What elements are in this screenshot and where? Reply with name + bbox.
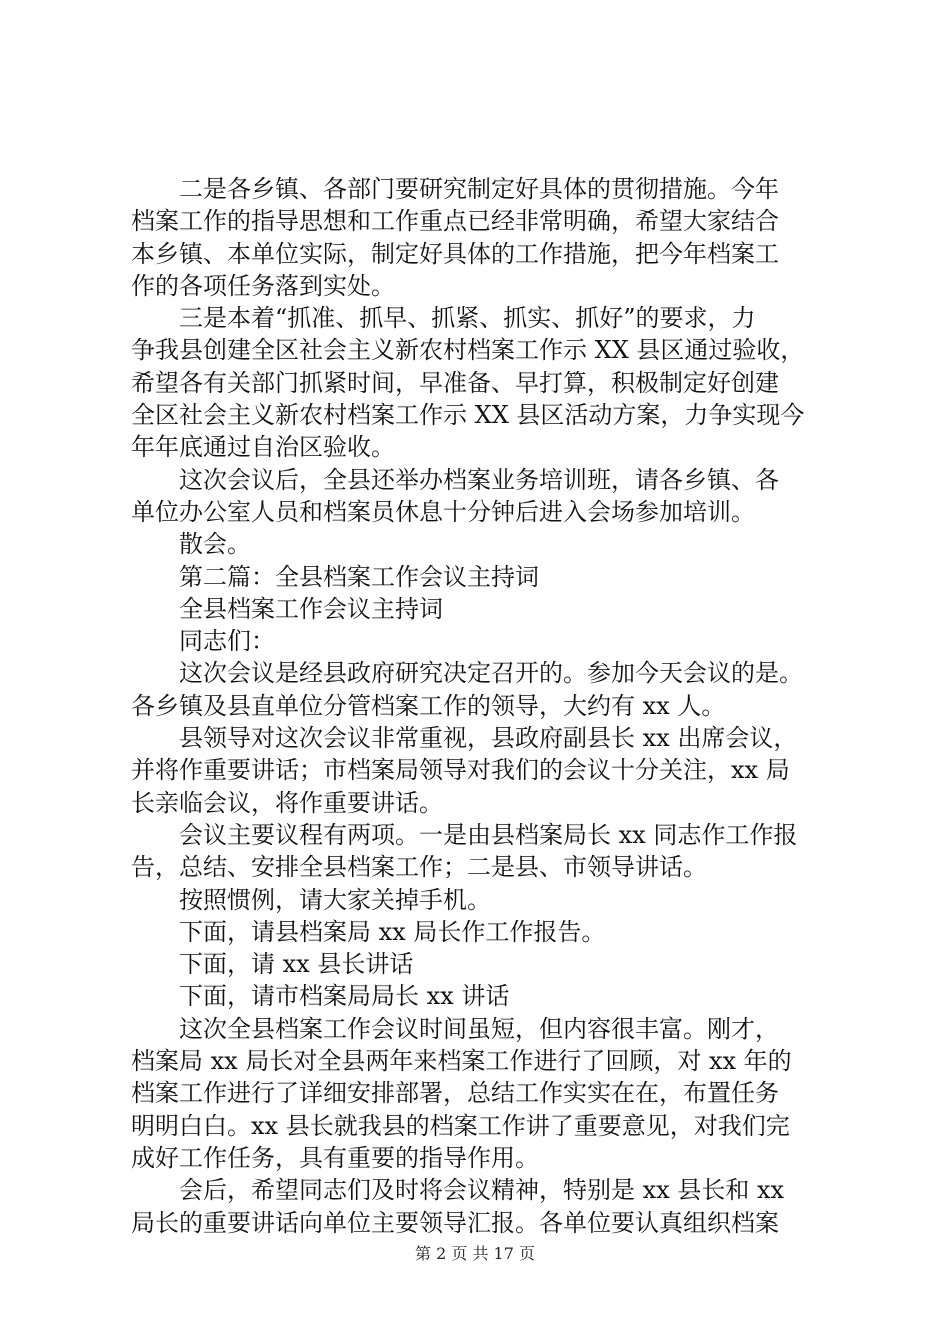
text-line: 并将作重要讲话；市档案局领导对我们的会议十分关注，xx 局 bbox=[131, 756, 790, 785]
text-line: 作的各项任务落到实处。 bbox=[131, 271, 395, 300]
text-line: 这次会议是经县政府研究决定召开的。参加今天会议的是。 bbox=[179, 659, 803, 688]
text-line: 全区社会主义新农村档案工作示 XX 县区活动方案，力争实现今 bbox=[131, 401, 805, 430]
text-line: 县领导对这次会议非常重视，县政府副县长 xx 出席会议， bbox=[179, 724, 798, 753]
text-line: 下面，请 xx 县长讲话 bbox=[179, 950, 414, 979]
text-line: 年年底通过自治区验收。 bbox=[131, 433, 395, 462]
text-line: 希望各有关部门抓紧时间，早准备、早打算，积极制定好创建 bbox=[131, 368, 779, 397]
text-line: 告，总结、安排全县档案工作；二是县、市领导讲话。 bbox=[131, 853, 707, 882]
document-body bbox=[131, 173, 851, 1239]
text-line: 第二篇：全县档案工作会议主持词 bbox=[179, 562, 539, 591]
text-line: 这次全县档案工作会议时间虽短，但内容很丰富。刚才， bbox=[179, 1014, 779, 1043]
text-line: 下面，请县档案局 xx 局长作工作报告。 bbox=[179, 917, 606, 946]
text-line: 同志们： bbox=[179, 627, 275, 656]
text-line: 档案工作的指导思想和工作重点已经非常明确，希望大家结合 bbox=[131, 207, 779, 236]
text-line: 长亲临会议，将作重要讲话。 bbox=[131, 788, 443, 817]
text-line: 会议主要议程有两项。一是由县档案局长 xx 同志作工作报 bbox=[179, 820, 798, 849]
text-line: 散会。 bbox=[179, 530, 251, 559]
text-line: 局长的重要讲话向单位主要领导汇报。各单位要认真组织档案 bbox=[131, 1208, 779, 1237]
text-line: 下面，请市档案局局长 xx 讲话 bbox=[179, 982, 510, 1011]
text-line: 单位办公室人员和档案员休息十分钟后进入会场参加培训。 bbox=[131, 497, 755, 526]
page-number-label: 第 2 页 共 17 页 bbox=[415, 1244, 535, 1263]
text-line: 会后，希望同志们及时将会议精神，特别是 xx 县长和 xx bbox=[179, 1176, 785, 1205]
text-line: 这次会议后，全县还举办档案业务培训班，请各乡镇、各 bbox=[179, 465, 779, 494]
text-line: 本乡镇、本单位实际，制定好具体的工作措施，把今年档案工 bbox=[131, 239, 779, 268]
text-line: 全县档案工作会议主持词 bbox=[179, 594, 443, 623]
text-line: 各乡镇及县直单位分管档案工作的领导，大约有 xx 人。 bbox=[131, 691, 726, 720]
text-line: 按照惯例，请大家关掉手机。 bbox=[179, 885, 491, 914]
text-line: 档案局 xx 局长对全县两年来档案工作进行了回顾，对 xx 年的 bbox=[131, 1047, 792, 1076]
text-line: 档案工作进行了详细安排部署，总结工作实实在在，布置任务 bbox=[131, 1079, 779, 1108]
text-line: 成好工作任务，具有重要的指导作用。 bbox=[131, 1143, 539, 1172]
text-line: 争我县创建全区社会主义新农村档案工作示 XX 县区通过验收， bbox=[131, 336, 805, 365]
text-line: 二是各乡镇、各部门要研究制定好具体的贯彻措施。今年 bbox=[179, 175, 779, 203]
text-line: 明明白白。xx 县长就我县的档案工作讲了重要意见，对我们完 bbox=[131, 1111, 790, 1140]
text-line: 三是本着“抓准、抓早、抓紧、抓实、抓好”的要求，力 bbox=[179, 304, 756, 333]
page-footer bbox=[0, 1243, 950, 1265]
